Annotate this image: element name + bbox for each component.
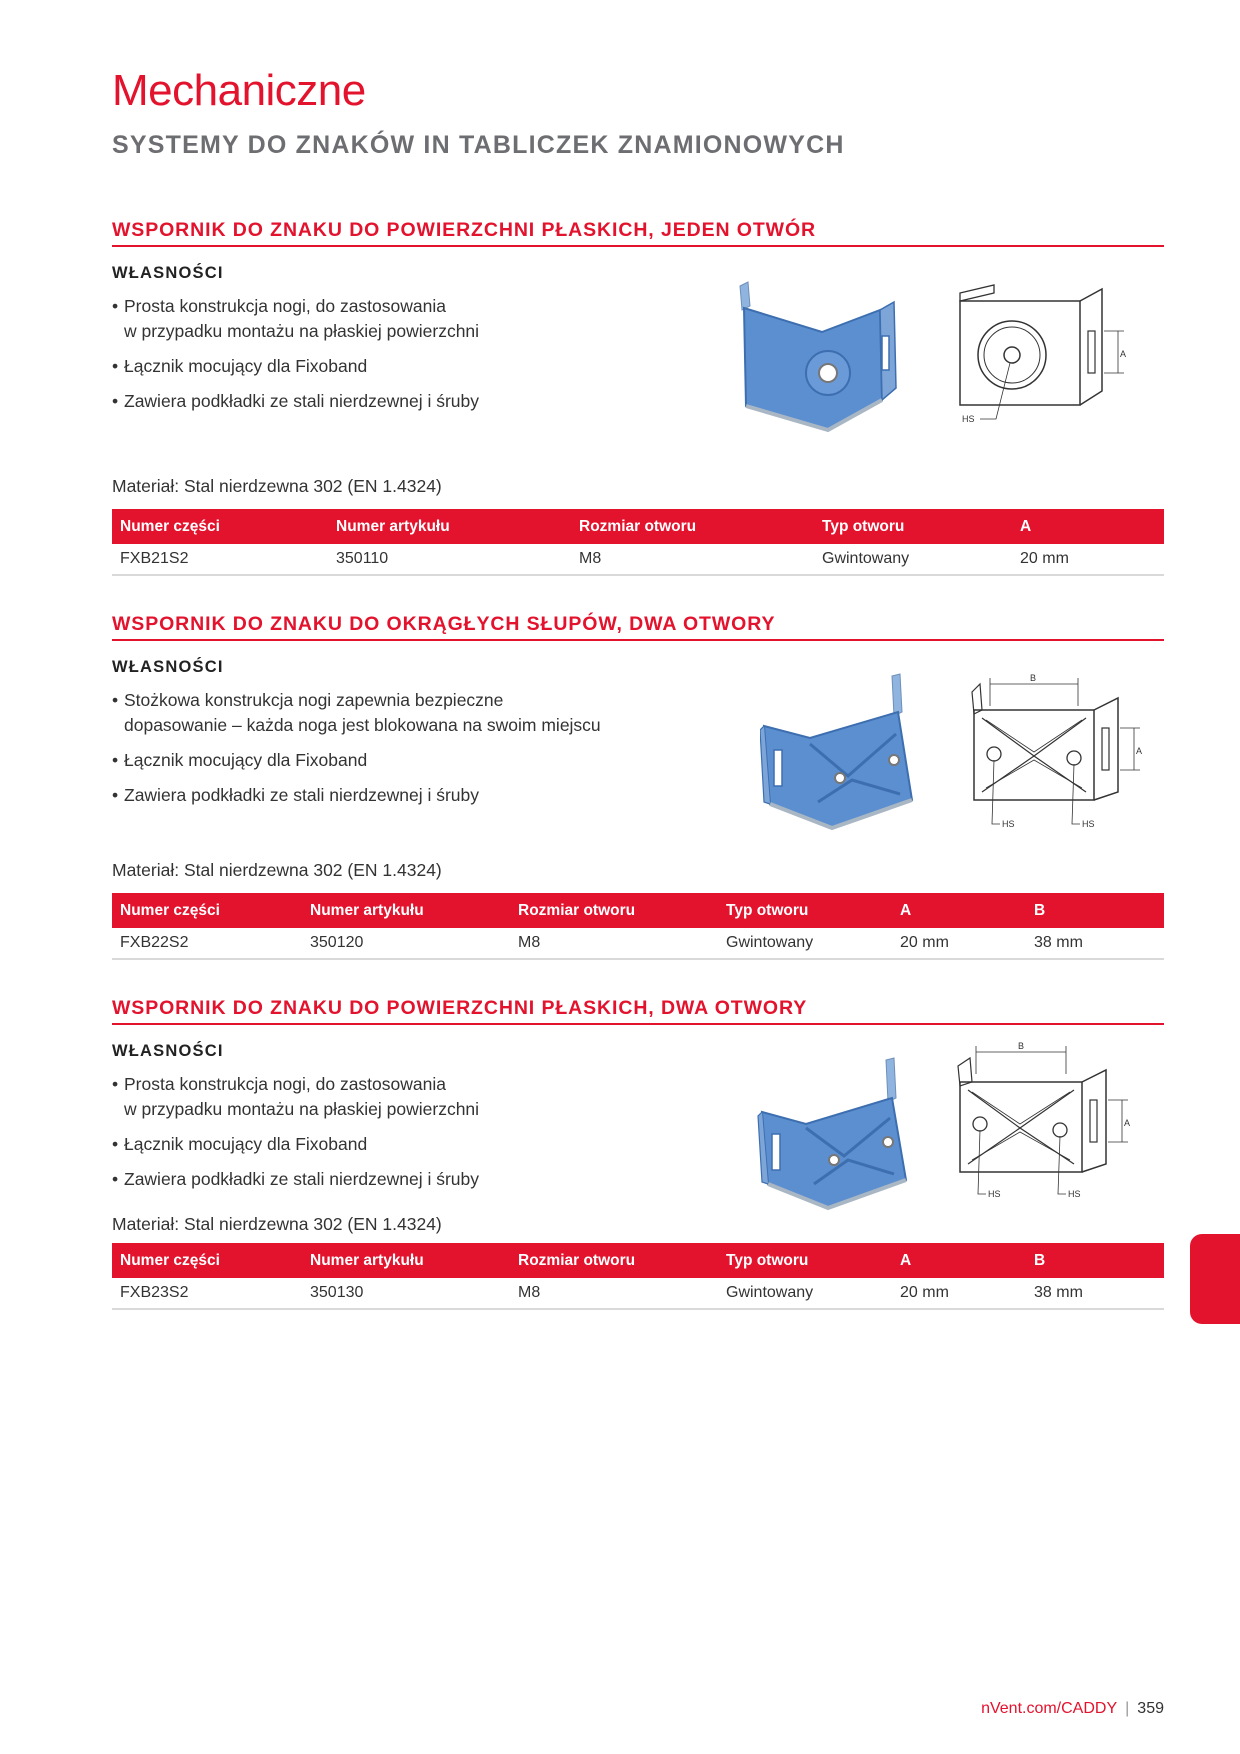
feature-item: • Zawiera podkładki ze stali nierdzewnej i śruby xyxy=(112,1169,480,1189)
feature-item: • Zawiera podkładki ze stali nierdzewnej i śruby xyxy=(112,391,480,411)
feature-item: • Łącznik mocujący dla Fixoband xyxy=(112,356,368,376)
table-cell: Gwintowany xyxy=(718,928,892,959)
section-fxb21s2 xyxy=(112,218,1164,567)
section-heading: WSPORNIK DO ZNAKU DO POWIERZCHNI PŁASKICH, DWA OTWORY xyxy=(112,996,1164,1025)
column-header: Typ otworu xyxy=(718,893,892,928)
column-header: Numer artykułu xyxy=(302,1243,510,1278)
material-text: Materiał: Stal nierdzewna 302 (EN 1.4324) xyxy=(112,1214,442,1234)
feature-item: • Łącznik mocujący dla Fixoband xyxy=(112,750,368,770)
properties-label: WŁASNOŚCI xyxy=(112,1042,224,1060)
table-cell: 38 mm xyxy=(1026,1278,1164,1309)
bracket-photo-flat-two-holes xyxy=(756,1056,936,1216)
table-cell: FXB22S2 xyxy=(112,928,302,959)
feature-list xyxy=(112,294,672,424)
spec-table xyxy=(112,1243,1164,1310)
dimension-a-label: A xyxy=(1124,1118,1131,1128)
table-row xyxy=(112,544,1164,575)
table-cell: FXB21S2 xyxy=(112,544,328,575)
page-subtitle: SYSTEMY DO ZNAKÓW IN TABLICZEK ZNAMIONOWYCH xyxy=(112,131,845,159)
feature-item: • Łącznik mocujący dla Fixoband xyxy=(112,1134,368,1154)
feature-item: • Stożkowa konstrukcja nogi zapewnia bezpieczne dopasowanie – każda noga jest blokowana na swoim miejscu xyxy=(112,690,601,735)
column-header: Typ otworu xyxy=(718,1243,892,1278)
table-cell: Gwintowany xyxy=(814,544,1012,575)
table-cell: Gwintowany xyxy=(718,1278,892,1309)
table-cell: 350120 xyxy=(302,928,510,959)
spec-table xyxy=(112,893,1164,960)
feature-list xyxy=(112,1072,672,1202)
table-cell: M8 xyxy=(510,1278,718,1309)
hole-size-label: HS xyxy=(988,1189,1001,1199)
page-number: 359 xyxy=(1137,1700,1164,1717)
table-cell: M8 xyxy=(571,544,814,575)
column-header: Typ otworu xyxy=(814,509,1012,544)
dimension-b-label: B xyxy=(1030,673,1037,683)
spec-table xyxy=(112,509,1164,576)
material-text: Materiał: Stal nierdzewna 302 (EN 1.4324) xyxy=(112,860,442,880)
column-header: A xyxy=(1012,509,1164,544)
dimension-a-label: A xyxy=(1120,349,1127,359)
column-header: A xyxy=(892,893,1026,928)
table-cell: 350110 xyxy=(328,544,571,575)
feature-item: • Prosta konstrukcja nogi, do zastosowania w przypadku montażu na płaskiej powierzchni xyxy=(112,1074,480,1119)
hole-size-label: HS xyxy=(1002,819,1015,829)
table-cell: 38 mm xyxy=(1026,928,1164,959)
material-text: Materiał: Stal nierdzewna 302 (EN 1.4324) xyxy=(112,476,442,496)
table-header-row xyxy=(112,509,1164,544)
bracket-photo-one-hole xyxy=(732,280,902,440)
feature-item: • Prosta konstrukcja nogi, do zastosowania w przypadku montażu na płaskiej powierzchni xyxy=(112,296,480,341)
table-cell: 20 mm xyxy=(1012,544,1164,575)
column-header: B xyxy=(1026,1243,1164,1278)
bracket-photo-round-pole xyxy=(760,672,940,842)
chapter-tab xyxy=(1190,1234,1240,1324)
properties-label: WŁASNOŚCI xyxy=(112,264,224,282)
section-heading: WSPORNIK DO ZNAKU DO OKRĄGŁYCH SŁUPÓW, DWA OTWORY xyxy=(112,612,1164,641)
table-cell: M8 xyxy=(510,928,718,959)
feature-list xyxy=(112,688,692,818)
dimension-b-label: B xyxy=(1018,1041,1025,1051)
table-row xyxy=(112,1278,1164,1309)
column-header: B xyxy=(1026,893,1164,928)
bracket-drawing-round-pole xyxy=(958,670,1148,835)
table-cell: 350130 xyxy=(302,1278,510,1309)
column-header: Numer części xyxy=(112,1243,302,1278)
properties-label: WŁASNOŚCI xyxy=(112,658,224,676)
feature-item: • Zawiera podkładki ze stali nierdzewnej i śruby xyxy=(112,785,480,805)
column-header: Rozmiar otworu xyxy=(510,893,718,928)
hole-size-label: HS xyxy=(1082,819,1095,829)
column-header: Rozmiar otworu xyxy=(571,509,814,544)
bracket-drawing-flat-two-holes xyxy=(948,1038,1138,1203)
page-title: Mechaniczne xyxy=(112,66,366,115)
footer-url-link[interactable]: nVent.com/CADDY xyxy=(981,1700,1118,1717)
hole-size-label: HS xyxy=(1068,1189,1081,1199)
column-header: Rozmiar otworu xyxy=(510,1243,718,1278)
column-header: Numer artykułu xyxy=(302,893,510,928)
page-footer: nVent.com/CADDY | 359 xyxy=(981,1700,1164,1717)
table-cell: 20 mm xyxy=(892,928,1026,959)
table-header-row xyxy=(112,1243,1164,1278)
table-cell: 20 mm xyxy=(892,1278,1026,1309)
table-header-row xyxy=(112,893,1164,928)
column-header: A xyxy=(892,1243,1026,1278)
hole-size-label: HS xyxy=(962,414,975,424)
dimension-a-label: A xyxy=(1136,746,1143,756)
table-row xyxy=(112,928,1164,959)
column-header: Numer części xyxy=(112,893,302,928)
table-cell: FXB23S2 xyxy=(112,1278,302,1309)
column-header: Numer artykułu xyxy=(328,509,571,544)
section-heading: WSPORNIK DO ZNAKU DO POWIERZCHNI PŁASKICH, JEDEN OTWÓR xyxy=(112,218,1164,247)
column-header: Numer części xyxy=(112,509,328,544)
section-fxb23s2 xyxy=(112,996,1164,1301)
bracket-drawing-one-hole xyxy=(952,283,1132,433)
section-fxb22s2 xyxy=(112,612,1164,951)
